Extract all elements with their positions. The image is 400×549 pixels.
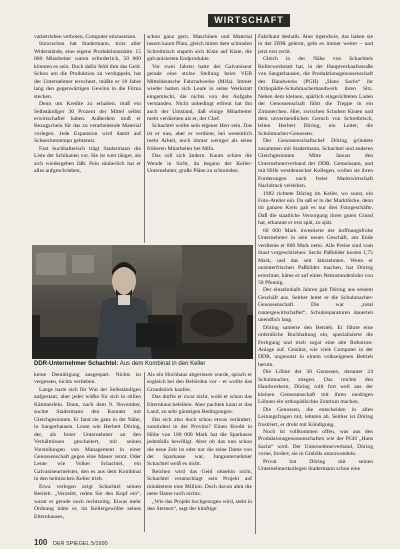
column-3 bbox=[258, 34, 373, 534]
column-divider bbox=[144, 34, 145, 243]
caption-lead: DDR-Unternehmer Schachtel: bbox=[34, 361, 119, 367]
paragraph: Privat hat Döring mit seinen Unternehmerkollegen Stadermann schon eine bbox=[258, 458, 373, 473]
paragraph: schon ganz gern. Maschinen und Material lassen kaum Platz, gleich hinter dem schmalen Schreibtisch stapeln sich Kiste auf Kiste, die galvanisierten Endprodukte. bbox=[147, 34, 252, 63]
photo-entrepreneur-workshop bbox=[32, 245, 253, 359]
column-2-bottom bbox=[147, 372, 252, 532]
paragraph: vatbetrieben verboten, Computer einzusetzen. bbox=[34, 34, 137, 40]
page-footer bbox=[34, 538, 108, 547]
paragraph: Die Löhne der 30 Genossen, darunter 24 Schuhmacher, stiegen. Das reichte den Handwerkern, Döring rollt fort weil aus der kleinen Genossenschaft mit ihren niedrigen Löhnen ein orthopädisches Zentrum machen. bbox=[258, 369, 373, 406]
paragraph: Fast buchhalterisch trägt Stadermann die Liste der Schikanen vor. Sie ist weit länger, als sich wiedergeben läßt. Fein säuberlich hat er alles aufgeschrieben, bbox=[34, 145, 141, 175]
paragraph: Die Genossen, die entscheiden in allen Leitungsfragen mit, lehnten ab. Seither ist Döring frustriert, er droht mit Kündigung. bbox=[258, 406, 373, 428]
paragraph: „Wie das Projekt hochgezogen wird, steht in den Sternen“, sagt der künftige bbox=[147, 498, 252, 513]
paragraph: 60 000 Mark investierte der hoffnungsfrohe Unternehmer in sein neues Geschäft, am Ende verdiente er 800 Mark netto. Alle Preise sind vom Staat vorgeschrieben: Sechs Paßbilder kosten 1,75 Mark, und das seit Jahrzehnten. Wenn er unsinterfrischen Paßbilder machen, hat Döring errechnet, käme er auf einen Nettostundenlohn von 50 Pfennig. bbox=[258, 227, 373, 286]
issue-label: DER SPIEGEL 5/1990 bbox=[52, 541, 108, 547]
column-2-top bbox=[147, 34, 252, 243]
column-1-top bbox=[34, 34, 141, 243]
photo-caption bbox=[34, 360, 253, 368]
paragraph: 1982 richtete Döring im Keller, wo sonst, ein Foto-Atelier ein. Da saß er in der Marktlücke, denn im ganzen Kreis gab es nur drei Fotogeschäfte. Daß die staatliche Versorgung ihren guten Grund hat, erkannte er erst spät, zu spät. bbox=[258, 190, 373, 227]
paragraph: Gleich in der Nähe von Schachtels Kellerwerkstatt hat, in der Hauptverkaufsstraße von Sangerhausen, die Produktionsgenossenschaft des Handwerks (PGH) „Hans Sachs“ ihr Orthopädie-Schuhmacherhandwerk ihren Sitz. Neben dem kleinen, spärlich eingerichteten Laden der Genossenschaft führt die Treppe in ein Zimmerchen. Hier, zwischen Schuhen Kisten und dem unvermeidlichen Geruch von Schreibtisch, leiten Herbert Döring, ein Leiter, die Schuhmacher-Genossen. bbox=[258, 56, 373, 137]
paragraph: Das durfte er zwar nicht, wohl er schon das Elternhaus beleihen. Aber pachten kann er das Land, zu sehr günstigen Bedingungen. bbox=[147, 394, 252, 416]
paragraph: Lange harte sich für Wut der Selbständigen aufgestaut, aber jeder wüßte für sich in stillen Kämmerlein. Dann, nach dem 9. November, suchte Stadermann den Kontakt mit Gleichgesinnten. Er fand sie ganz in der Nähe, in Sangerhausen. Leute wie Herbert Döring, der, als freier Unternehmer an den Verhältnissen gescheitert, mit seinen Vorstellungen von Management in einer Genossenschaft gegen eine Mauer rennt. Oder Leute wie Volker Schachtel, ein Galvaniseurmeister, den es aus dem Kombinat in den heimischen Keller trieb. bbox=[34, 386, 141, 483]
paragraph: Reichen wird das Geld ohnehin nicht, Schachtel veranschlagt sein Projekt auf mindestens eine Million. Doch davon ahnt die nette Dame noch nichts. bbox=[147, 468, 252, 498]
column-1-bottom bbox=[34, 372, 141, 532]
page-number: 100 bbox=[34, 538, 48, 547]
paragraph: Inzwischen hat Stadermann, trotz aller Widerstände, eine eigene Produktionsstätte. 15 000 Mitarbeiter waren erforderlich, 50 000 könnten es sein. Doch dafür fehlt ihm das Geld. Schon um die Produktion zu verdoppeln, hat der Unternehmer errechnet, müßte er 18 Jahre lang den gegenwärtigen Gewinn in die Firma stecken. bbox=[34, 41, 141, 100]
paragraph: Schachtel wollte sein eigener Herr sein. Das ist er nun, aber er verdient, bei wesentlich mehr Arbeit, noch immer weniger als seine früheren Mitarbeiter bei Mifa. bbox=[147, 123, 252, 152]
photo-illustration bbox=[32, 245, 253, 359]
paragraph: Vor zwei Jahren hatte der Galvaniseur gerade eine stolze Stellung beim VEB Mitteldeutsche Fahrradwerke (Mifa). Immer wieder hatten sich Leute in seine Werkstatt eingemischt, die nichts von der Aufgabe verstanden. Nicht unbedingt erfreut hat ihn auch der Umstand, daß einige Mitarbeiter mehr verdienten als er, der Chef. bbox=[147, 63, 252, 122]
paragraph: Der einzehnhalb Jahren gab Döring aus seinem Geschäft aus. Seither leitet er die Schuhmacher-Genossenschaft. Die war „total runtergewirtschaftet“, Schuhreparaturen dauerten unendlich lang. bbox=[258, 287, 373, 324]
column-divider bbox=[255, 34, 256, 534]
paragraph: Als ein Hochhaus abgerissen wurde, sprach er sogleich bei den Behörden vor – er wollte das Grundstück kaufen. bbox=[147, 372, 252, 393]
caption-text: Aus dem Kombinat in den Keller bbox=[118, 361, 206, 367]
paragraph: Noch ist vollkommen offen, was aus den Produktionsgenossenschaften wie der PGH „Hans Sachs“ wird. Der Unternehmerverband, Döring vorne, fordert, sie in GmbHs umzuwandeln. bbox=[258, 429, 373, 458]
section-rubric: WIRTSCHAFT bbox=[208, 14, 290, 27]
paragraph: Der Genossenschaftschef Döring gründete zusammen mit Stadermann, Schachtel und anderen Gleichgesinnten Mitte Januar den Unternehmerverband der DDR. Gemeinsam, und mit Hilfe westdeutscher Kollegen, wollen sie ihren Forderungen nach freier Marktwirtschaft Nachdruck verleihen. bbox=[258, 138, 373, 190]
paragraph: Das soll sich ändern. Kaum schien die Wende in Sicht, da begann der Keller-Unternehmer, große Pläne zu schmieden. bbox=[147, 153, 252, 175]
paragraph: Hat sich also doch schon etwas verändert, zumindest in der Provinz? Einen Kredit in Höhe von 100 000 Mark hat die Sparkasse jedenfalls bewilligt. Aber ob das nun schon die neue Zeit ist oder nur die reine Dame von der Sparkasse war, Jungunternehmer Schachtel weiß es nicht. bbox=[147, 416, 252, 468]
column-divider bbox=[144, 372, 145, 532]
paragraph: Denn um Kredite zu erhalten, muß ein Selbständiger 30 Prozent der Mittel selbst erwirtschaftet haben. Außerdem muß er Bezugschein für das zu verarbeitende Material vorlegen. Jede Expansion wird damit auf Schneckentempo gebremst. bbox=[34, 101, 141, 145]
paragraph: Fabrikant deshalb. Aber irgendwie, das haben sie in der DDR gelernt, geht es immer weiter – und jetzt erst recht. bbox=[258, 34, 373, 55]
paragraph: keine Demütigung ausgespart. Nichts ist vergessen, nichts vertieben. bbox=[34, 372, 141, 386]
paragraph: Etwa verlegen zeigt Schachtel seinen Betrieb. „Verzeiht, reden Sie den Kopf ein“, warnt er gerade noch rechtzeitig. Etwas mehr Ordnung hätte er, im Kellergewölbe seines Elternhauses, bbox=[34, 483, 141, 520]
paragraph: Döring sanierte den Betrieb. Er führte eine ordentliche Buchhaltung ein, spezialisierte die Fertigung und trieb sogar eine alte Robotron-Anlage auf. Genützt, wie viele Computer in der DDR, ungenutzt in einem volkseigenen Betrieb herum. bbox=[258, 324, 373, 368]
